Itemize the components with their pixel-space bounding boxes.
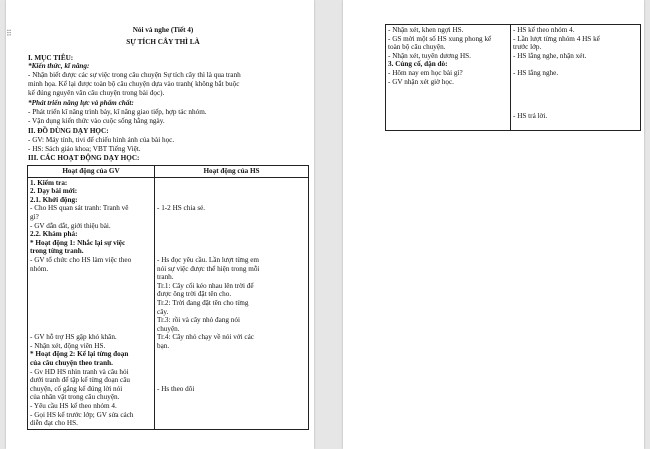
- cell-line: [30, 316, 152, 325]
- cell-line: Tr.4: Cây nhỏ chạy về nói với các: [157, 333, 254, 342]
- cell-line: [157, 350, 306, 359]
- column-header-gv: Hoạt động của GV: [28, 166, 155, 178]
- cell-line: - Gv HD HS nhìn tranh và câu hỏi: [30, 367, 129, 376]
- cell-line: [157, 213, 306, 222]
- cell-line: [388, 121, 508, 130]
- cell-line: toàn bộ câu chuyện.: [388, 43, 446, 52]
- cell-line: dưới tranh để tập kể từng đoạn câu: [30, 376, 131, 385]
- cell-line: chuyện.: [157, 324, 180, 333]
- cell-line: - HS lắng nghe.: [513, 68, 559, 77]
- competence-line: - Vận dụng kiến thức vào cuộc sống hằng ngày.: [28, 117, 165, 125]
- knowledge-line: minh họa. Kể lại được toàn bộ câu chuyện dựa vào tranh( không bắt buộc: [28, 80, 240, 88]
- cell-line: [388, 86, 508, 95]
- cell-line: diễn đạt cho HS.: [30, 419, 78, 428]
- cell-line: của câu chuyện theo tranh.: [30, 359, 113, 368]
- cell-line: - GS mời một số HS xung phong kể: [388, 34, 492, 43]
- cell-line: [513, 121, 638, 130]
- knowledge-line: kể đúng nguyên văn câu chuyện trong bài đọc).: [28, 89, 165, 97]
- cell-line: nói sự việc được thể hiện trong mỗi: [157, 264, 260, 273]
- cell-line: cây.: [157, 307, 169, 316]
- student-activities-cell: [155, 177, 309, 429]
- competence-line: - Phát triển kĩ năng trình bày, kĩ năng giao tiếp, hợp tác nhóm.: [28, 108, 207, 116]
- cell-line: Tr.3: rồi và cây nhỏ đang nói: [157, 316, 240, 325]
- cell-line: - HS lắng nghe, nhận xét.: [513, 51, 587, 60]
- cell-line: bạn.: [157, 341, 170, 350]
- cell-line: [157, 179, 306, 188]
- table-row: [28, 177, 309, 429]
- student-activities-cell: [511, 25, 641, 131]
- cell-line: [157, 247, 306, 256]
- cell-line: 2.1. Khởi động:: [30, 195, 78, 204]
- cell-line: - 1-2 HS chia sẻ.: [157, 204, 206, 213]
- cell-line: [30, 325, 152, 334]
- knowledge-heading: *Kiến thức, kĩ năng:: [28, 62, 90, 70]
- cell-line: [513, 103, 638, 112]
- cell-line: [388, 112, 508, 121]
- cell-line: - Cho HS quan sát tranh: Tranh vẽ: [30, 204, 129, 213]
- cell-line: - Nhận xét, động viên HS.: [30, 341, 106, 350]
- cell-line: - Nhận xét, khen ngợi HS.: [388, 26, 464, 34]
- column-header-hs: Hoạt động của HS: [155, 166, 309, 178]
- cell-line: [157, 419, 306, 428]
- activities-heading: III. CÁC HOẠT ĐỘNG DẠY HỌC:: [28, 154, 140, 162]
- cell-line: [30, 308, 152, 317]
- tools-line: - HS: Sách giáo khoa; VBT Tiếng Việt.: [28, 145, 141, 153]
- cell-line: [157, 359, 306, 368]
- teacher-activities-cell: [386, 25, 511, 131]
- cell-line: - Lần lượt từng nhóm 4 HS kể: [513, 34, 600, 43]
- knowledge-line: - Nhận biết được các sự việc trong câu chuyện Sự tích cây thì là qua tranh: [28, 71, 241, 79]
- cell-line: [157, 187, 306, 196]
- cell-line: [513, 95, 638, 104]
- cell-line: [513, 78, 638, 87]
- lesson-subtitle: SỰ TÍCH CÂY THÌ LÀ: [126, 38, 200, 46]
- cell-line: [30, 282, 152, 291]
- cell-line: 2. Dạy bài mới:: [30, 187, 78, 196]
- cell-line: - Gọi HS kể trước lớp; GV sửa cách: [30, 410, 134, 419]
- cell-line: [30, 273, 152, 282]
- cell-line: [513, 86, 638, 95]
- cell-line: của nhân vật trong câu chuyện.: [30, 393, 120, 402]
- cell-line: [157, 411, 306, 420]
- cell-line: [157, 239, 306, 248]
- cell-line: [30, 299, 152, 308]
- cell-line: [388, 95, 508, 104]
- cell-line: 1. Kiểm tra:: [30, 178, 68, 187]
- activities-table-continued: [385, 24, 641, 131]
- cell-line: - Hs đọc yêu cầu. Lần lượt từng em: [157, 255, 260, 264]
- cell-line: - GV dẫn dắt, giới thiệu bài.: [30, 221, 111, 230]
- cell-line: [157, 393, 306, 402]
- cell-line: [157, 230, 306, 239]
- cell-line: [157, 222, 306, 231]
- cell-line: * Hoạt động 1: Nhắc lại sự việc: [30, 238, 126, 247]
- cell-line: [388, 103, 508, 112]
- objectives-heading: I. MỤC TIÊU:: [28, 54, 74, 62]
- cell-line: [30, 290, 152, 299]
- cell-line: Tr.2: Trời đang đặt tên cho từng: [157, 298, 249, 307]
- cell-line: * Hoạt động 2: Kể lại từng đoạn: [30, 350, 129, 359]
- cell-line: - Hôm nay em học bài gì?: [388, 68, 463, 77]
- tools-line: - GV: Máy tính, tivi để chiếu hình ảnh của bài học.: [28, 136, 175, 144]
- drag-handle-icon[interactable]: ⠿: [6, 29, 12, 38]
- cell-line: gì?: [30, 212, 39, 221]
- cell-line: trước lớp.: [513, 43, 542, 52]
- cell-line: - HS trả lời.: [513, 111, 548, 120]
- cell-line: chuyện, cố gắng kể đúng lời nói: [30, 384, 123, 393]
- cell-line: nhóm.: [30, 264, 49, 273]
- table-header-row: [28, 166, 309, 178]
- cell-line: - Hs theo dõi: [157, 384, 195, 393]
- lesson-title: Nói và nghe (Tiết 4): [132, 26, 194, 34]
- cell-line: [157, 368, 306, 377]
- cell-line: - GV nhận xét giờ học.: [388, 77, 454, 86]
- cell-line: [157, 196, 306, 205]
- activities-table: [27, 165, 309, 430]
- cell-line: [513, 60, 638, 69]
- cell-line: trong từng tranh.: [30, 247, 84, 256]
- table-row: [386, 25, 641, 131]
- cell-line: được ông trời đặt tên cho.: [157, 290, 232, 299]
- cell-line: [157, 376, 306, 385]
- cell-line: Tr.1: Cây cối kéo nhau lên trời để: [157, 281, 254, 290]
- teacher-activities-cell: [28, 177, 155, 429]
- tools-heading: II. ĐỒ DÙNG DẠY HỌC:: [28, 127, 109, 135]
- cell-line: tranh.: [157, 273, 174, 282]
- cell-line: [157, 402, 306, 411]
- cell-line: - Yêu cầu HS kể theo nhóm 4.: [30, 402, 117, 411]
- cell-line: - HS kể theo nhóm 4.: [513, 26, 575, 34]
- document-page-2: [343, 0, 644, 449]
- cell-line: 3. Củng cố, dặn dò:: [388, 60, 448, 69]
- competence-heading: *Phát triển năng lực và phẩm chất:: [28, 99, 134, 107]
- cell-line: 2.2. Khám phá:: [30, 230, 78, 239]
- cell-line: - GV tổ chức cho HS làm việc theo: [30, 255, 132, 264]
- cell-line: - GV hỗ trợ HS gặp khó khăn.: [30, 333, 117, 342]
- cell-line: - Nhận xét, tuyên dương HS.: [388, 51, 471, 60]
- document-page-1: [6, 0, 314, 449]
